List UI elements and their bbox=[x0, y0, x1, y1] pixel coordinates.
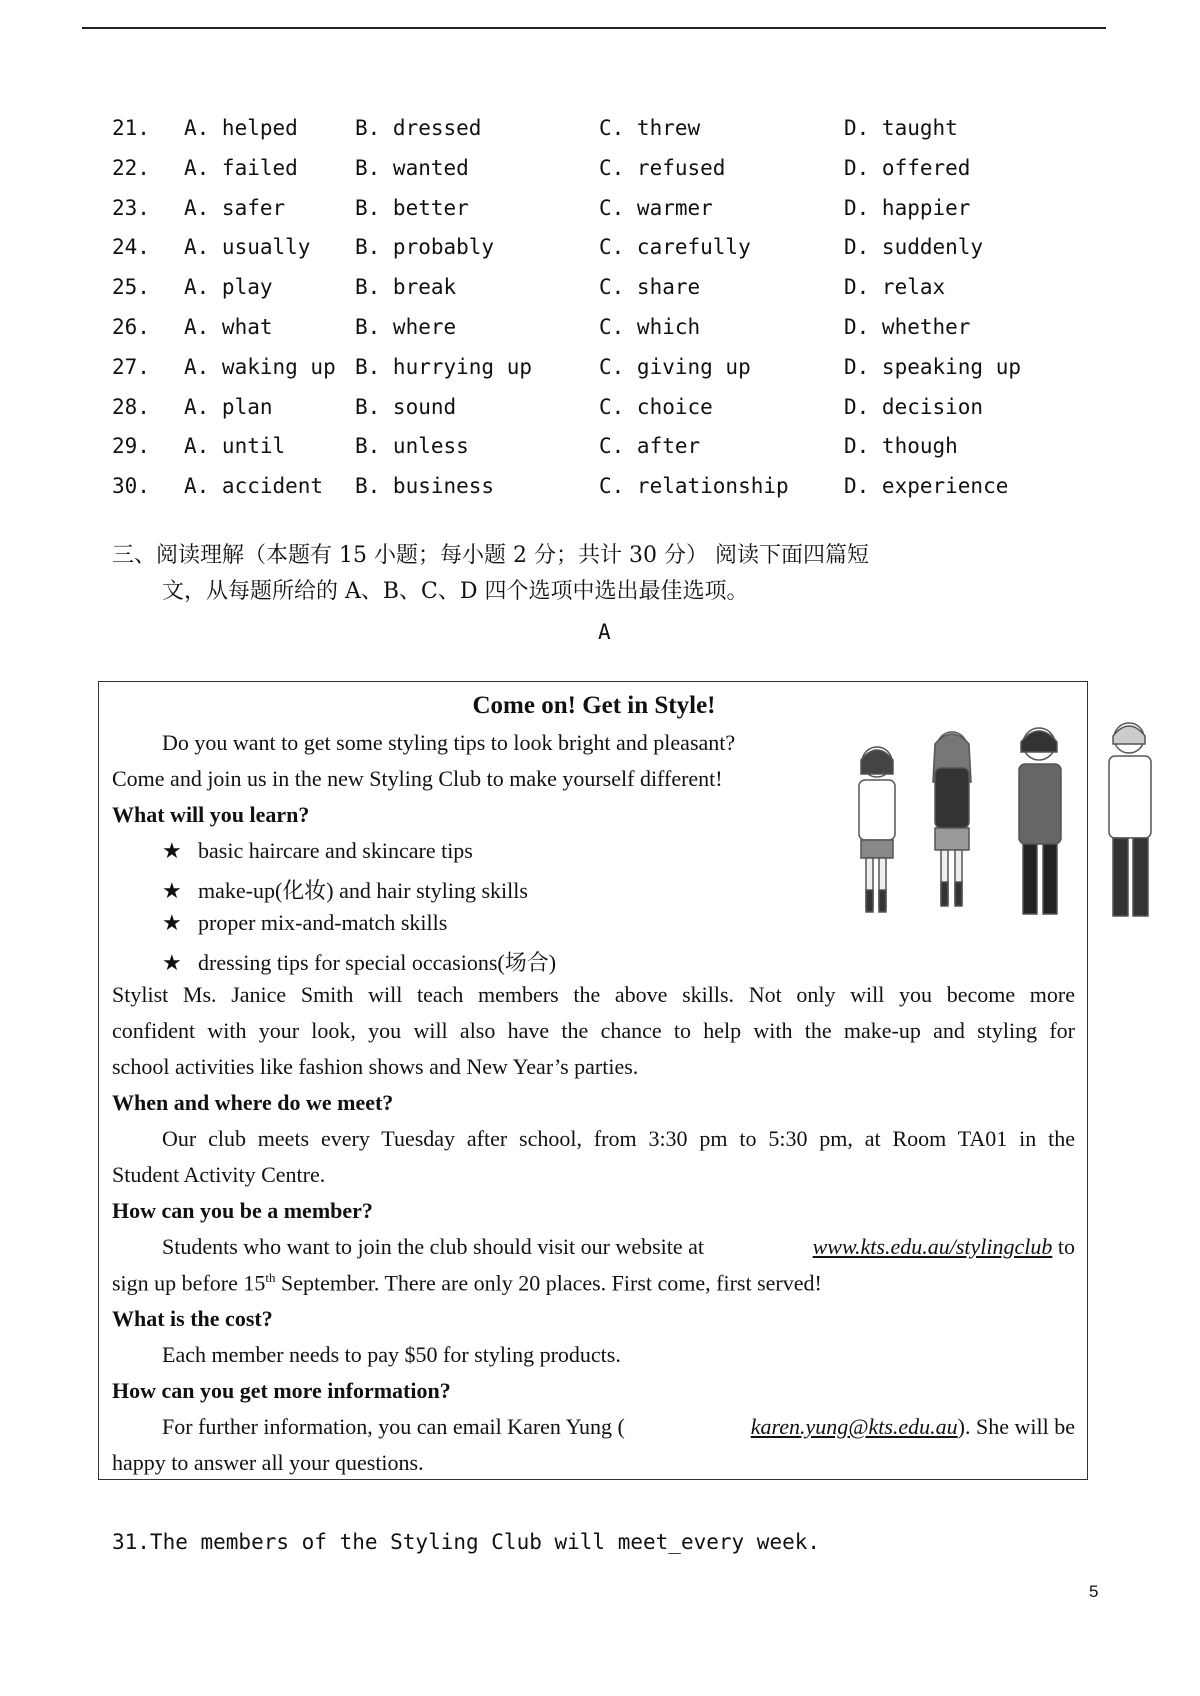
learn-item: ★ basic haircare and skincare tips bbox=[162, 838, 473, 863]
option-c: C. share bbox=[599, 275, 701, 300]
ad-intro-line2: Come and join us in the new Styling Club to make yourself different! bbox=[112, 766, 723, 791]
option-b: B. wanted bbox=[355, 155, 469, 180]
info-heading: How can you get more information? bbox=[112, 1378, 451, 1403]
option-d: D. relax bbox=[844, 275, 946, 300]
ad-paragraph-line: happy to answer all your questions. bbox=[112, 1450, 424, 1475]
section-heading-line1: 三、阅读理解（本题有 15 小题；每小题 2 分；共计 30 分） 阅读下面四篇短 bbox=[112, 543, 869, 568]
cost-heading: What is the cost? bbox=[112, 1306, 273, 1331]
choice-row bbox=[112, 315, 1112, 355]
option-c: C. relationship bbox=[599, 474, 789, 499]
ad-paragraph-line: Our club meets every Tuesday after school, from 3:30 pm to 5:30 pm, at Room TA01 in the bbox=[162, 1126, 1075, 1151]
option-c: C. after bbox=[599, 434, 701, 459]
option-b: B. business bbox=[355, 474, 495, 499]
option-d: D. taught bbox=[844, 116, 958, 140]
learn-item: ★ proper mix-and-match skills bbox=[162, 910, 448, 935]
option-a: A. play bbox=[184, 275, 273, 300]
choice-row bbox=[112, 235, 1112, 275]
ad-paragraph-line: sign up before 15th September. There are only 20 places. First come, first served! bbox=[112, 1270, 822, 1296]
option-d: D. decision bbox=[844, 394, 984, 419]
choice-row bbox=[112, 275, 1112, 315]
students-illustration bbox=[839, 722, 1179, 962]
option-a: A. what bbox=[184, 314, 273, 339]
option-a: A. safer bbox=[184, 195, 286, 220]
choice-row bbox=[112, 355, 1112, 395]
option-a: A. usually bbox=[184, 235, 311, 260]
club-advertisement bbox=[98, 681, 1088, 1480]
choice-row bbox=[112, 116, 1112, 156]
star-icon: ★ bbox=[162, 910, 182, 935]
student-figure bbox=[1019, 728, 1061, 914]
option-a: A. failed bbox=[184, 155, 298, 180]
option-d: D. speaking up bbox=[844, 354, 1022, 379]
ad-title: Come on! Get in Style! bbox=[472, 692, 716, 719]
ad-paragraph-line: Student Activity Centre. bbox=[112, 1162, 326, 1187]
option-c: C. carefully bbox=[599, 235, 751, 260]
option-b: B. sound bbox=[355, 394, 457, 419]
learn-heading: What will you learn? bbox=[112, 802, 310, 827]
student-figure bbox=[859, 747, 895, 912]
passage-label: A bbox=[598, 620, 611, 644]
star-icon: ★ bbox=[162, 878, 182, 903]
page-number: 5 bbox=[1089, 1582, 1099, 1601]
choice-row bbox=[112, 196, 1112, 236]
choice-row bbox=[112, 156, 1112, 196]
section-heading-line2: 文，从每题所给的 A、B、C、D 四个选项中选出最佳选项。 bbox=[162, 579, 749, 604]
choice-row bbox=[112, 395, 1112, 435]
option-b: B. better bbox=[355, 195, 469, 220]
learn-item: ★ make-up(化妆) and hair styling skills bbox=[162, 878, 528, 903]
option-b: B. break bbox=[355, 275, 457, 300]
option-a: A. until bbox=[184, 434, 286, 459]
question-31: 31.The members of the Styling Club will meet_every week. bbox=[112, 1530, 821, 1554]
learn-item: ★ dressing tips for special occasions(场合) bbox=[162, 950, 557, 975]
option-b: B. where bbox=[355, 314, 457, 339]
option-b: B. hurrying up bbox=[355, 354, 533, 379]
option-c: C. giving up bbox=[599, 354, 751, 379]
option-c: C. warmer bbox=[599, 195, 713, 220]
option-c: C. refused bbox=[599, 155, 726, 180]
question-number: 24. bbox=[112, 235, 150, 260]
option-c: C. threw bbox=[599, 116, 701, 140]
option-a: A. plan bbox=[184, 394, 273, 419]
top-rule bbox=[82, 27, 1106, 29]
question-number: 30. bbox=[112, 474, 150, 499]
option-d: D. experience bbox=[844, 474, 1009, 499]
when-heading: When and where do we meet? bbox=[112, 1090, 394, 1115]
ad-paragraph-line: Students who want to join the club should visit our website at www.kts.edu.au/stylingclub to bbox=[162, 1234, 1075, 1259]
club-website-link[interactable]: www.kts.edu.au/stylingclub bbox=[812, 1234, 1053, 1259]
contact-email-link[interactable]: karen.yung@kts.edu.au bbox=[750, 1414, 958, 1439]
question-number: 22. bbox=[112, 155, 150, 180]
option-d: D. offered bbox=[844, 155, 971, 180]
student-figure bbox=[1109, 723, 1151, 916]
section-heading bbox=[112, 538, 1012, 610]
choice-row bbox=[112, 474, 1112, 514]
choice-table bbox=[112, 116, 1112, 514]
option-d: D. suddenly bbox=[844, 235, 984, 260]
question-number: 21. bbox=[112, 116, 150, 140]
ad-paragraph-line: For further information, you can email Karen Yung ( karen.yung@kts.edu.au). She will be bbox=[162, 1414, 1075, 1439]
ad-paragraph-line: Stylist Ms. Janice Smith will teach members the above skills. Not only will you become more bbox=[112, 982, 1075, 1007]
question-number: 28. bbox=[112, 394, 150, 419]
option-d: D. though bbox=[844, 434, 958, 459]
choice-row bbox=[112, 434, 1112, 474]
star-icon: ★ bbox=[162, 838, 182, 863]
ad-paragraph-line: school activities like fashion shows and New Year’s parties. bbox=[112, 1054, 639, 1079]
option-a: A. helped bbox=[184, 116, 298, 140]
star-icon: ★ bbox=[162, 950, 182, 975]
option-b: B. unless bbox=[355, 434, 469, 459]
ad-paragraph-line: Each member needs to pay $50 for styling products. bbox=[162, 1342, 621, 1367]
option-b: B. dressed bbox=[355, 116, 482, 140]
ad-intro-line1: Do you want to get some styling tips to look bright and pleasant? bbox=[162, 730, 736, 755]
ad-paragraph-line: confident with your look, you will also have the chance to help with the make-up and styling for bbox=[112, 1018, 1075, 1043]
option-a: A. accident bbox=[184, 474, 324, 499]
option-a: A. waking up bbox=[184, 354, 336, 379]
question-number: 23. bbox=[112, 195, 150, 220]
question-number: 26. bbox=[112, 314, 150, 339]
member-heading: How can you be a member? bbox=[112, 1198, 373, 1223]
option-c: C. which bbox=[599, 314, 701, 339]
option-c: C. choice bbox=[599, 394, 713, 419]
option-b: B. probably bbox=[355, 235, 495, 260]
option-d: D. whether bbox=[844, 314, 971, 339]
student-figure bbox=[933, 732, 971, 906]
option-d: D. happier bbox=[844, 195, 971, 220]
question-number: 25. bbox=[112, 275, 150, 300]
question-number: 27. bbox=[112, 354, 150, 379]
question-number: 29. bbox=[112, 434, 150, 459]
